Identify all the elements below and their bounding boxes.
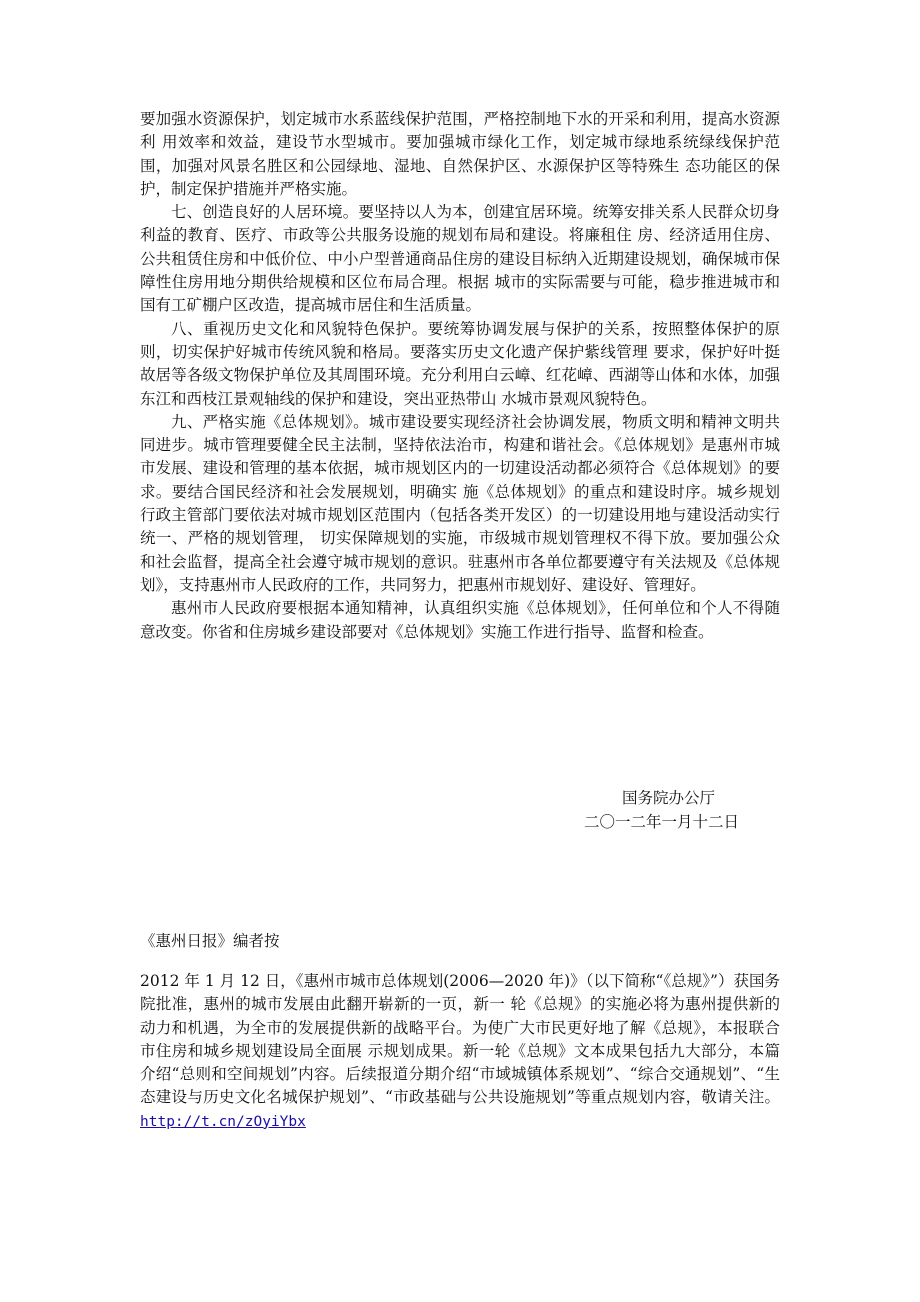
paragraph-water-protection: 要加强水资源保护，划定城市水系蓝线保护范围，严格控制地下水的开采和利用，提高水资源利 用效率和效益，建设节水型城市。要加强城市绿化工作，划定城市绿地系统绿线保护范围，加强对风景名胜区和公园绿地、湿地、自然保护区、水源保护区等特殊生 态功能区的保护，制定保护措施并严格实施。 bbox=[140, 110, 780, 198]
editor-note-title: 《惠州日报》编者按 bbox=[140, 932, 280, 950]
short-link[interactable]: http://t.cn/zOyiYbx bbox=[140, 1113, 306, 1130]
document-body bbox=[140, 108, 780, 644]
paragraph-historic-protection: 八、重视历史文化和风貌特色保护。要统筹协调发展与保护的关系，按照整体保护的原则，切实保护好城市传统风貌和格局。要落实历史文化遗产保护紫线管理 要求，保护好叶挺故居等各级文物保护单位及其周围环境。充分利用白云嶂、红花嶂、西湖等山体和水体，加强东江和西枝江景观轴线的保护和建设，突出亚热带山 水城市景观风貌特色。 bbox=[140, 319, 780, 408]
editor-note-body bbox=[140, 970, 780, 1134]
signature-org: 国务院办公厅 bbox=[622, 789, 716, 807]
paragraph-plan-implementation: 九、严格实施《总体规划》。城市建设要实现经济社会协调发展，物质文明和精神文明共同进步。城市管理要健全民主法制，坚持依法治市，构建和谐社会。《总体规划》是惠州市城市发展、建设和管理的基本依据，城市规划区内的一切建设活动都必须符合《总体规划》的要求。要结合国民经济和社会发展规划，明确实 施《总体规划》的重点和建设时序。城乡规划行政主管部门要依法对城市规划区范围内（包括各类开发区）的一切建设用地与建设活动实行统一、严格的规划管理， 切实保障规划的实施，市级城市规划管理权不得下放。要加强公众和社会监督，提高全社会遵守城市规划的意识。驻惠州市各单位都要遵守有关法规及《总体规 划》，支持惠州市人民政府的工作，共同努力，把惠州市规划好、建设好、管理好。 bbox=[140, 412, 780, 594]
paragraph-living-environment: 七、创造良好的人居环境。要坚持以人为本，创建宜居环境。统筹安排关系人民群众切身利益的教育、医疗、市政等公共服务设施的规划布局和建设。将廉租住 房、经济适用住房、公共租赁住房和中低价位、中小户型普通商品住房的建设目标纳入近期建设规划，确保城市保障性住房用地分期供给规模和区位布局合理。根据 城市的实际需要与可能，稳步推进城市和国有工矿棚户区改造，提高城市居住和生活质量。 bbox=[140, 203, 780, 315]
paragraph-closing-instruction: 惠州市人民政府要根据本通知精神，认真组织实施《总体规划》，任何单位和个人不得随意改变。你省和住房城乡建设部要对《总体规划》实施工作进行指导、监督和检查。 bbox=[140, 599, 780, 641]
signature-date: 二〇一二年一月十二日 bbox=[584, 813, 740, 831]
editor-note-text: 2012 年 1 月 12 日，《惠州市城市总体规划(2006—2020 年)》（以下简称“《总规》”）获国务院批准，惠州的城市发展由此翻开崭新的一页，新一 轮《总规》的实施必将为惠州提供新的动力和机遇，为全市的发展提供新的战略平台。为使广大市民更好地了解《总规》，本报联合市住房和城乡规划建设局全面展 示规划成果。新一轮《总规》文本成果包括九大部分，本篇介绍“总则和空间规划”内容。后续报道分期介绍“市域城镇体系规划”、“综合交通规划”、“生态建设与历史文化名城保护规划”、“市政基础与公共设施规划”等重点规划内容，敬请关注。 bbox=[140, 972, 780, 1107]
